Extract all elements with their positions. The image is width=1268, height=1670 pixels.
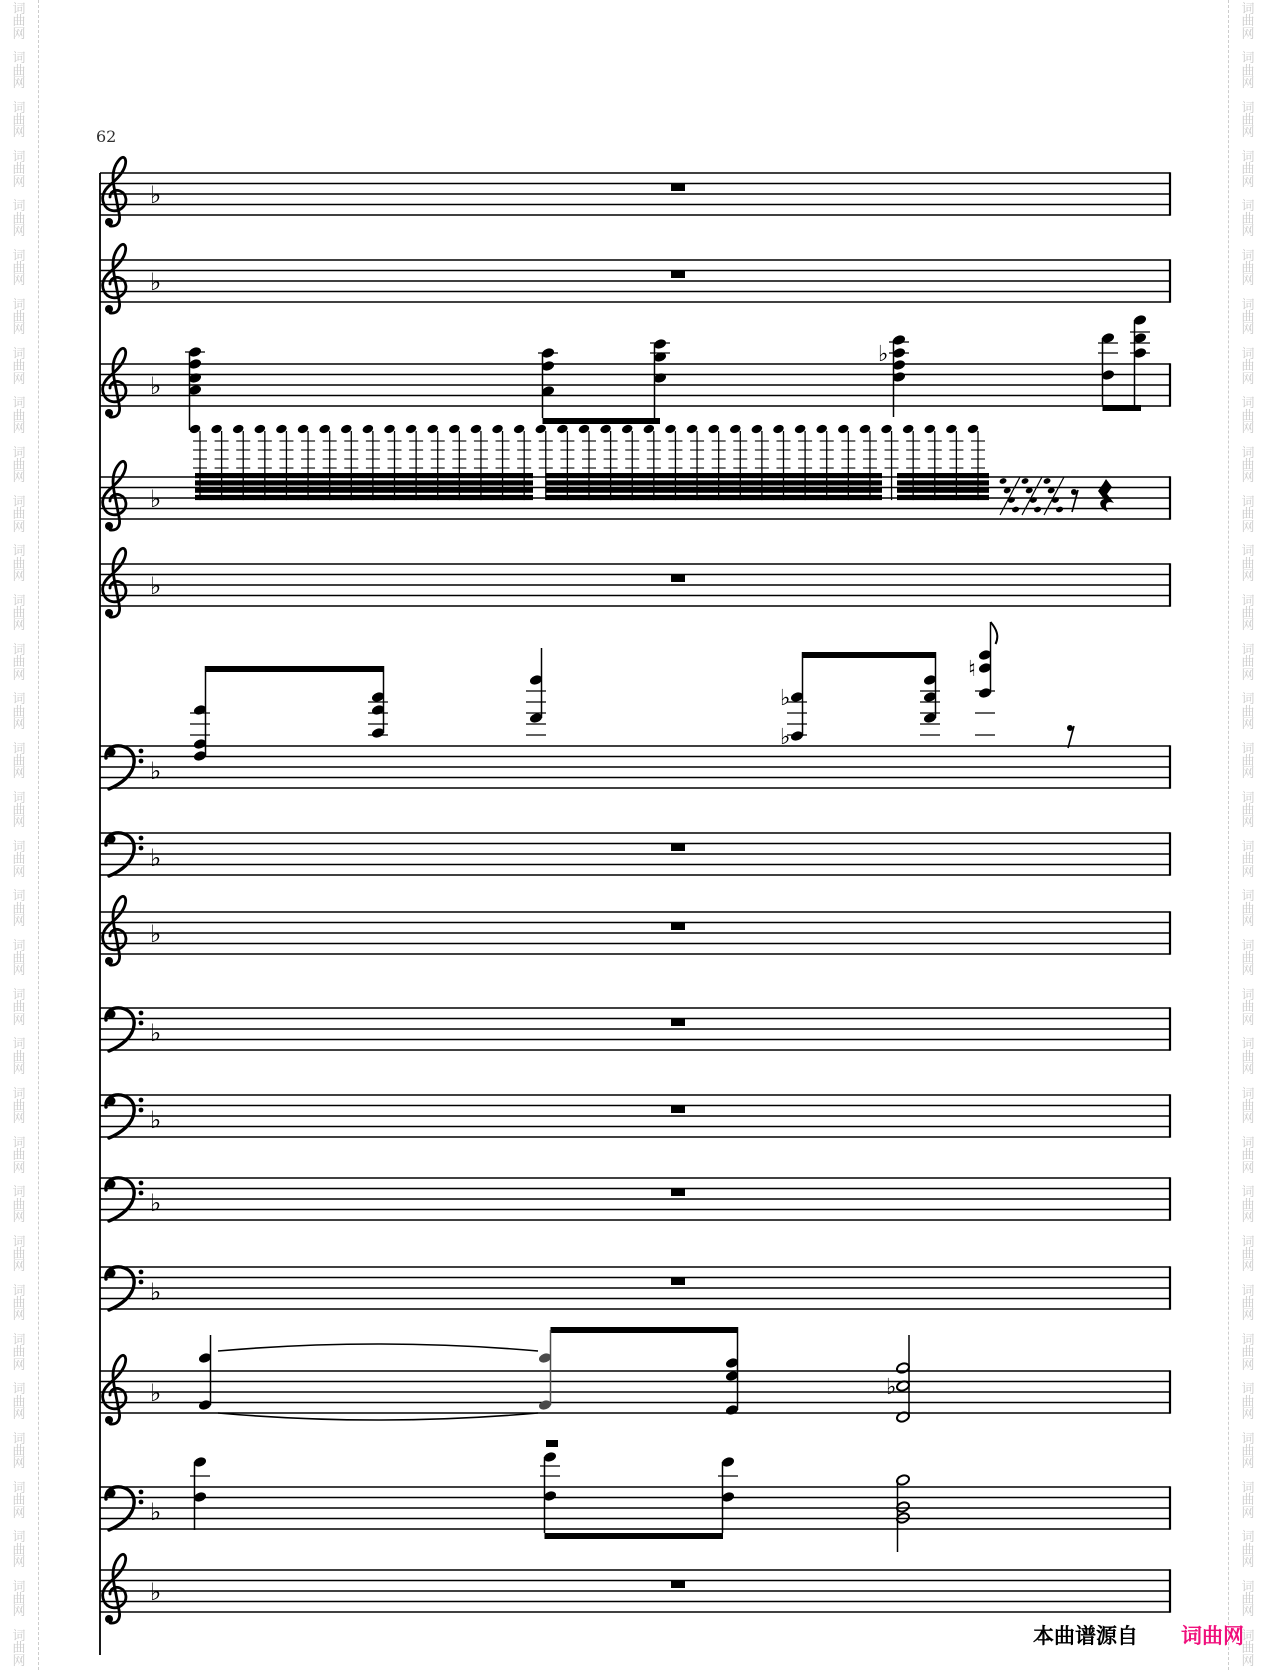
grace-note-group — [1021, 477, 1042, 515]
watermark-char: 词 — [1241, 1628, 1255, 1644]
watermark-char: 曲 — [1241, 1148, 1255, 1164]
treble-clef-icon — [103, 348, 126, 417]
watermark-char: 词 — [12, 1628, 26, 1644]
watermark-char: 网 — [1241, 174, 1255, 190]
treble-clef-icon — [103, 1554, 126, 1623]
watermark-char: 网 — [1241, 519, 1255, 535]
watermark-char: 词 — [1241, 2, 1255, 17]
watermark-char: 网 — [12, 1061, 26, 1077]
watermark-char: 曲 — [12, 359, 26, 375]
watermark-char: 网 — [1241, 963, 1255, 979]
watermark-char: 词 — [12, 741, 26, 757]
watermark-char: 曲 — [12, 63, 26, 79]
watermark-char: 网 — [1241, 125, 1255, 141]
watermark-char: 曲 — [12, 408, 26, 424]
watermark-char: 词 — [12, 544, 26, 560]
watermark-char: 曲 — [1241, 1394, 1255, 1410]
watermark-char: 网 — [1241, 1308, 1255, 1324]
half-rest — [546, 1440, 558, 1447]
watermark-char: 网 — [12, 1456, 26, 1472]
watermark-char: 网 — [1241, 273, 1255, 289]
watermark-char: 网 — [1241, 1456, 1255, 1472]
watermark-char: 曲 — [12, 14, 26, 30]
watermark-char: 网 — [1241, 1554, 1255, 1570]
watermark-char: 网 — [1241, 1357, 1255, 1373]
watermark-char: 词 — [1241, 445, 1255, 461]
watermark-char: 曲 — [12, 901, 26, 917]
watermark-char: 词 — [1241, 840, 1255, 856]
watermark-char: 曲 — [1241, 1049, 1255, 1065]
watermark-char: 曲 — [1241, 605, 1255, 621]
whole-rest — [671, 923, 685, 930]
watermark-char: 曲 — [1241, 704, 1255, 720]
watermark-char: 曲 — [12, 507, 26, 523]
watermark-char: 网 — [12, 1308, 26, 1324]
whole-rest — [671, 844, 685, 851]
watermark-char: 词 — [1241, 988, 1255, 1003]
watermark-char: 曲 — [1241, 1246, 1255, 1262]
watermark-char: 网 — [12, 1012, 26, 1028]
watermark-char: 网 — [1241, 1505, 1255, 1521]
whole-rests — [546, 184, 685, 1588]
accidental: ♭ — [780, 686, 791, 711]
accidental: ♭ — [878, 342, 889, 367]
watermark-char: 曲 — [1241, 112, 1255, 128]
watermark-char: 词 — [12, 1481, 26, 1496]
watermark-char: 词 — [12, 1037, 26, 1053]
watermark-char: 网 — [1241, 1259, 1255, 1275]
staff-8 — [100, 896, 1170, 965]
tremolo-run — [189, 423, 989, 500]
watermark-char: 网 — [12, 273, 26, 289]
key-signature-flat: ♭ — [150, 1498, 162, 1526]
watermark-char: 词 — [12, 2, 26, 17]
measure-number: 62 — [96, 127, 117, 146]
watermark-char: 曲 — [1241, 901, 1255, 917]
watermark-char: 网 — [1241, 815, 1255, 831]
watermark-char: 网 — [12, 766, 26, 782]
watermark-char: 词 — [12, 297, 26, 313]
watermark-char: 词 — [1241, 1283, 1255, 1299]
eighth-flag — [991, 622, 998, 644]
watermark-char: 词 — [12, 1530, 26, 1546]
watermark-char: 曲 — [1241, 803, 1255, 819]
staff-9 — [100, 1007, 1170, 1051]
accidental: ♮ — [968, 657, 976, 682]
watermark-char: 曲 — [12, 458, 26, 473]
watermark-char: 网 — [12, 125, 26, 141]
watermark-char: 词 — [12, 100, 26, 116]
watermark-char: 网 — [1241, 864, 1255, 880]
watermark-char: 网 — [12, 568, 26, 584]
watermark-char: 网 — [12, 716, 26, 732]
watermark-char: 曲 — [1241, 310, 1255, 326]
watermark-char: 曲 — [12, 162, 26, 178]
whole-rest — [671, 184, 685, 191]
watermark-char: 网 — [12, 864, 26, 880]
watermark-char: 曲 — [1241, 162, 1255, 178]
watermark-char: 词 — [1241, 642, 1255, 658]
watermark-char: 词 — [1241, 248, 1255, 264]
watermark-char: 网 — [12, 1111, 26, 1127]
watermark-char: 词 — [12, 938, 26, 954]
key-signature-flat: ♭ — [150, 757, 162, 785]
watermark-char: 网 — [1241, 568, 1255, 584]
watermark-char: 网 — [12, 75, 26, 91]
watermark-char: 词 — [1241, 1333, 1255, 1349]
staff-10 — [100, 1094, 1170, 1138]
key-signature-flat: ♭ — [150, 1189, 162, 1217]
tie — [218, 1413, 538, 1420]
watermark-char: 词 — [1241, 1382, 1255, 1398]
watermark-char: 词 — [1241, 1431, 1255, 1447]
watermark-char: 网 — [1241, 716, 1255, 732]
key-signature-flat: ♭ — [150, 844, 162, 872]
grace-note-group — [1043, 477, 1064, 515]
watermark-char: 网 — [12, 1653, 26, 1669]
watermark-char: 词 — [1241, 1530, 1255, 1546]
watermark-char: 曲 — [1241, 14, 1255, 30]
watermark-char: 曲 — [1241, 1542, 1255, 1558]
watermark-char: 曲 — [1241, 1493, 1255, 1509]
watermark-char: 词 — [12, 1579, 26, 1595]
key-signature-flat: ♭ — [150, 572, 162, 600]
watermark-char: 曲 — [12, 1197, 26, 1213]
watermark-char: 词 — [12, 988, 26, 1003]
watermark-char: 词 — [12, 1135, 26, 1151]
watermark-char: 曲 — [12, 1394, 26, 1410]
watermark-char: 网 — [12, 519, 26, 535]
accidental: ♭ — [780, 725, 791, 750]
treble-clef-icon — [103, 548, 126, 617]
watermark-char: 网 — [1241, 1012, 1255, 1028]
notehead — [896, 1362, 911, 1374]
watermark-char: 词 — [12, 51, 26, 67]
watermark-char: 网 — [12, 815, 26, 831]
watermark-char: 曲 — [1241, 753, 1255, 769]
watermark-char: 曲 — [12, 753, 26, 769]
whole-rest — [671, 1019, 685, 1026]
watermark-char: 词 — [12, 248, 26, 264]
watermark-char: 曲 — [12, 951, 26, 966]
watermark-char: 词 — [12, 149, 26, 165]
watermark-char: 词 — [12, 593, 26, 609]
treble-clef-icon — [103, 157, 126, 226]
treble-clef-icon — [103, 1355, 126, 1424]
watermark-char: 曲 — [1241, 211, 1255, 227]
watermark-char: 网 — [1241, 1604, 1255, 1620]
staff-5 — [100, 548, 1170, 617]
staff-6 — [100, 745, 1170, 789]
staff-2 — [100, 244, 1170, 313]
watermark-char: 词 — [12, 445, 26, 461]
watermark-char: 曲 — [12, 1641, 26, 1657]
whole-rest — [671, 575, 685, 582]
watermark-char: 网 — [1241, 914, 1255, 929]
accidental: ♭ — [886, 1375, 897, 1400]
watermark-char: 词 — [1241, 1481, 1255, 1496]
watermark-char: 网 — [12, 1407, 26, 1422]
staff-15 — [100, 1554, 1170, 1623]
watermark-char: 词 — [12, 495, 26, 510]
watermark-char: 网 — [12, 1160, 26, 1176]
watermark-char: 曲 — [12, 655, 26, 671]
watermark-char: 曲 — [12, 1000, 26, 1016]
staff-13 — [100, 1355, 1170, 1424]
watermark-char: 网 — [12, 470, 26, 486]
staff-11 — [100, 1177, 1170, 1221]
key-signature-flat: ♭ — [150, 268, 162, 296]
watermark-char: 网 — [12, 667, 26, 683]
watermark-char: 曲 — [1241, 1444, 1255, 1459]
watermark-char: 词 — [1241, 1185, 1255, 1201]
watermark-char: 网 — [1241, 322, 1255, 338]
key-signature-flat: ♭ — [150, 1278, 162, 1306]
watermark-char: 词 — [12, 692, 26, 708]
watermark-char: 网 — [12, 1259, 26, 1275]
watermark-char: 曲 — [12, 1296, 26, 1312]
watermark-char: 网 — [1241, 421, 1255, 436]
watermark-char: 曲 — [12, 1493, 26, 1509]
key-signature-flat: ♭ — [150, 372, 162, 400]
whole-rest — [671, 271, 685, 278]
watermark-char: 词 — [12, 199, 26, 215]
key-signature-flat: ♭ — [150, 920, 162, 948]
watermark-char: 曲 — [12, 704, 26, 720]
watermark-char: 词 — [12, 1382, 26, 1398]
watermark-char: 网 — [1241, 618, 1255, 634]
watermark-char: 网 — [12, 421, 26, 436]
staff-1 — [100, 157, 1170, 226]
watermark-char: 词 — [1241, 149, 1255, 165]
watermark-char: 曲 — [1241, 1296, 1255, 1312]
key-signature-flat: ♭ — [150, 1379, 162, 1407]
watermark-char: 曲 — [1241, 852, 1255, 868]
watermark-char: 词 — [12, 1431, 26, 1447]
treble-clef-icon — [103, 461, 126, 530]
watermark-char: 曲 — [12, 310, 26, 326]
watermark-char: 词 — [1241, 100, 1255, 116]
watermark-char: 词 — [12, 1234, 26, 1250]
watermark-char: 词 — [1241, 347, 1255, 363]
watermark-char: 曲 — [1241, 556, 1255, 572]
watermark-char: 词 — [1241, 1579, 1255, 1595]
watermark-char: 曲 — [12, 852, 26, 868]
watermark-char: 曲 — [1241, 1641, 1255, 1657]
staff-3 — [100, 348, 1170, 417]
staff-7 — [100, 832, 1170, 876]
watermark-char: 曲 — [12, 605, 26, 621]
watermark-char: 词 — [1241, 938, 1255, 954]
watermark-char: 曲 — [12, 1444, 26, 1459]
watermark-char: 曲 — [12, 1591, 26, 1607]
watermark-char: 曲 — [12, 1246, 26, 1262]
watermark-char: 词 — [1241, 297, 1255, 313]
watermark-char: 曲 — [12, 1049, 26, 1065]
watermark-char: 曲 — [12, 112, 26, 128]
watermark-char: 曲 — [1241, 655, 1255, 671]
watermark-char: 曲 — [12, 1542, 26, 1558]
watermark-char: 网 — [1241, 1111, 1255, 1127]
watermark-char: 词 — [1241, 495, 1255, 510]
watermark-char: 曲 — [1241, 507, 1255, 523]
notehead — [896, 1474, 911, 1486]
watermark-char: 网 — [1241, 1407, 1255, 1422]
watermark-char: 词 — [1241, 741, 1255, 757]
watermark-char: 网 — [12, 371, 26, 387]
watermark-char: 网 — [1241, 371, 1255, 387]
watermark-char: 词 — [12, 642, 26, 658]
watermark-char: 词 — [12, 889, 26, 905]
watermark-char: 网 — [12, 618, 26, 634]
watermark-char: 曲 — [1241, 458, 1255, 473]
watermark-char: 曲 — [1241, 260, 1255, 276]
watermark-char: 词 — [1241, 889, 1255, 905]
footer-site-name[interactable]: 词曲网 — [1181, 1624, 1244, 1648]
staff-14 — [100, 1486, 1170, 1530]
grace-note-group — [999, 477, 1020, 515]
watermark-char: 网 — [1241, 470, 1255, 486]
watermark-char: 网 — [1241, 223, 1255, 239]
watermark-char: 网 — [12, 174, 26, 190]
watermark-char: 曲 — [1241, 408, 1255, 424]
watermark-char: 词 — [1241, 1135, 1255, 1151]
key-signature-flat: ♭ — [150, 1106, 162, 1134]
watermark-char: 网 — [12, 1554, 26, 1570]
watermark-char: 词 — [12, 1086, 26, 1102]
whole-rest — [671, 1581, 685, 1588]
key-signature-flat: ♭ — [150, 1019, 162, 1047]
treble-clef-icon — [103, 244, 126, 313]
watermark-char: 曲 — [12, 556, 26, 572]
watermark-char: 词 — [1241, 544, 1255, 560]
eighth-rest — [1067, 725, 1074, 748]
watermark-char: 词 — [12, 840, 26, 856]
watermark-char: 词 — [1241, 396, 1255, 412]
key-signature-flat: ♭ — [150, 485, 162, 513]
watermark-char: 词 — [1241, 790, 1255, 806]
watermark-char: 词 — [1241, 593, 1255, 609]
watermark-char: 曲 — [1241, 359, 1255, 375]
watermark-char: 网 — [1241, 1061, 1255, 1077]
watermark-char: 词 — [12, 1185, 26, 1201]
watermark-char: 曲 — [12, 803, 26, 819]
watermark-char: 曲 — [12, 211, 26, 227]
watermark-char: 网 — [12, 26, 26, 42]
staff-12 — [100, 1266, 1170, 1310]
watermark-char: 网 — [1241, 1209, 1255, 1225]
footer-source-label: 本曲谱源自 — [1033, 1624, 1138, 1648]
watermark-char: 网 — [12, 1505, 26, 1521]
watermark-char: 曲 — [12, 1148, 26, 1164]
watermark-char: 网 — [1241, 1653, 1255, 1669]
watermark-char: 曲 — [1241, 1098, 1255, 1114]
watermark-char: 词 — [12, 396, 26, 412]
watermark-char: 网 — [12, 914, 26, 929]
watermark-char: 曲 — [12, 1345, 26, 1361]
watermark-char: 曲 — [1241, 63, 1255, 79]
watermark-char: 曲 — [12, 260, 26, 276]
whole-rest — [671, 1278, 685, 1285]
watermark-char: 网 — [1241, 1160, 1255, 1176]
watermark-char: 网 — [12, 223, 26, 239]
watermark-char: 曲 — [12, 1098, 26, 1114]
watermark-char: 曲 — [1241, 1000, 1255, 1016]
watermark-char: 网 — [12, 963, 26, 979]
tie — [218, 1344, 538, 1351]
watermark-char: 词 — [1241, 692, 1255, 708]
watermark-char: 网 — [12, 1209, 26, 1225]
watermark-char: 曲 — [1241, 951, 1255, 966]
whole-rest — [671, 1189, 685, 1196]
watermark-char: 词 — [1241, 1037, 1255, 1053]
watermark-char: 词 — [12, 1283, 26, 1299]
watermark-char: 网 — [12, 1604, 26, 1620]
watermark-char: 网 — [1241, 26, 1255, 42]
watermark-char: 词 — [12, 1333, 26, 1349]
watermark-char: 曲 — [1241, 1345, 1255, 1361]
watermark-char: 词 — [12, 347, 26, 363]
whole-rest — [671, 1106, 685, 1113]
watermark-char: 词 — [1241, 51, 1255, 67]
watermark-char: 网 — [12, 322, 26, 338]
key-signature-flat: ♭ — [150, 1578, 162, 1606]
key-signature-flat: ♭ — [150, 181, 162, 209]
quarter-rest — [1098, 479, 1114, 512]
watermark-char: 曲 — [1241, 1197, 1255, 1213]
watermark-char: 网 — [1241, 766, 1255, 782]
watermark-char: 网 — [12, 1357, 26, 1373]
watermark-char: 词 — [1241, 1234, 1255, 1250]
watermark-char: 词 — [1241, 199, 1255, 215]
watermark-char: 网 — [1241, 75, 1255, 91]
treble-clef-icon — [103, 896, 126, 965]
watermark-char: 词 — [12, 790, 26, 806]
watermark-char: 曲 — [1241, 1591, 1255, 1607]
watermark-char: 网 — [1241, 667, 1255, 683]
watermark-char: 词 — [1241, 1086, 1255, 1102]
